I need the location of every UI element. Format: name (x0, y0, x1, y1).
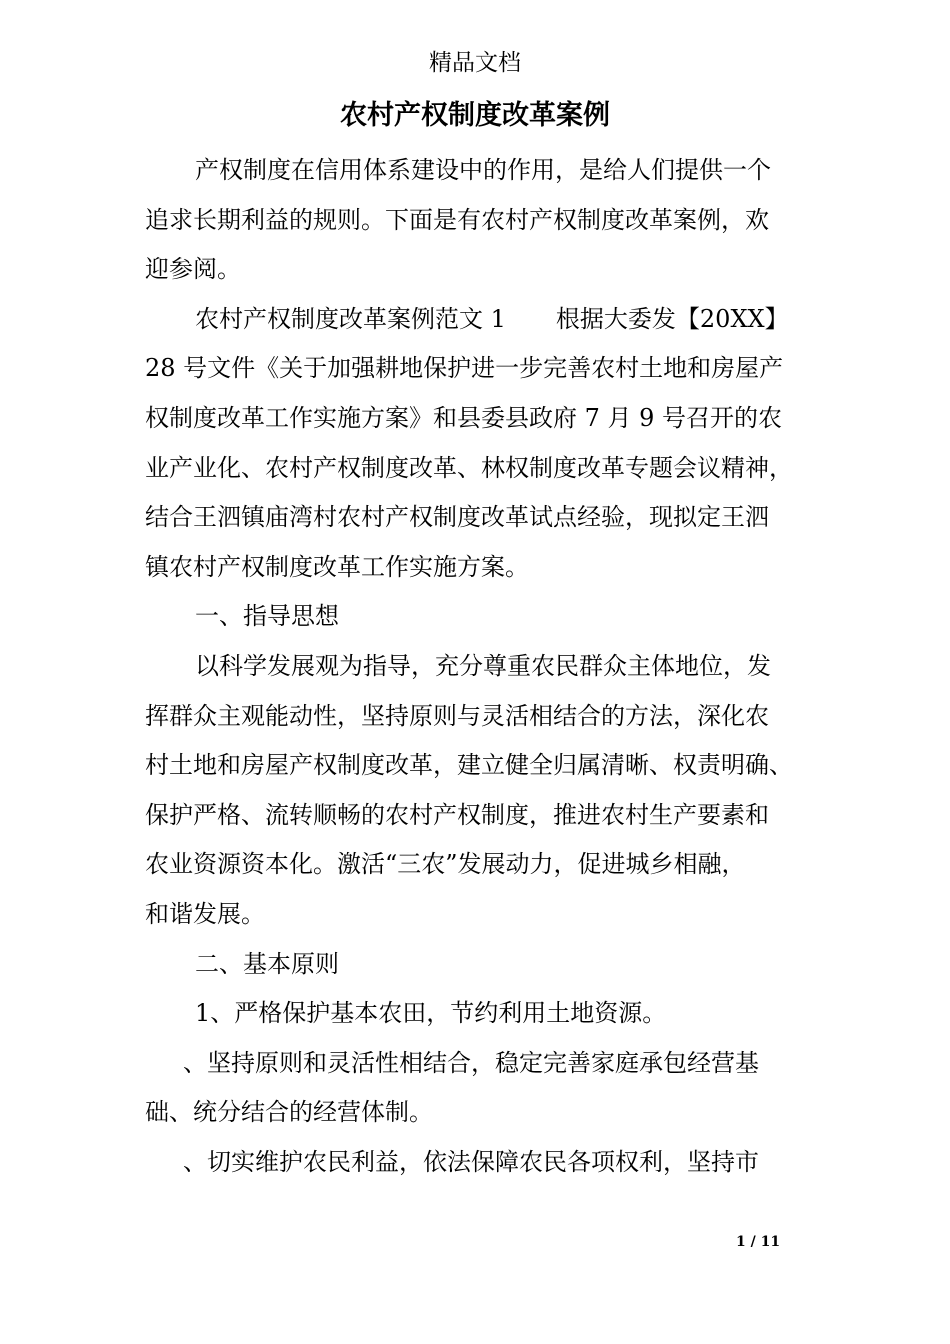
paragraph-line: 以科学发展观为指导，充分尊重农民群众主体地位，发 (195, 651, 771, 680)
paragraph-line: 和谐发展。 (145, 899, 265, 928)
paragraph-line: 镇农村产权制度改革工作实施方案。 (145, 552, 529, 581)
list-item: 1、严格保护基本农田，节约利用土地资源。 (195, 999, 667, 1028)
paragraph-line (145, 295, 807, 345)
paragraph-line: 追求长期利益的规则。下面是有农村产权制度改革案例，欢 (145, 205, 769, 234)
page-header: 精品文档 (429, 50, 521, 76)
page-number: 1 / 11 (736, 1234, 781, 1250)
list-item: 、切实维护农民利益，依法保障农民各项权利，坚持市 (183, 1147, 759, 1176)
paragraph-line: 农业资源资本化。激活“三农”发展动力，促进城乡相融， (145, 850, 746, 879)
sample-heading: 农村产权制度改革案例范文 1 (195, 304, 506, 333)
paragraph-line: 挥群众主观能动性，坚持原则与灵活相结合的方法，深化农 (145, 701, 769, 730)
paragraph-line: 权制度改革工作实施方案》和县委县政府 7 月 9 号召开的农 (145, 403, 783, 432)
document-body (145, 146, 807, 1187)
paragraph-line: 保护严格、流转顺畅的农村产权制度，推进农村生产要素和 (145, 800, 769, 829)
paragraph-line: 迎参阅。 (145, 255, 241, 284)
section-heading: 二、基本原则 (195, 949, 339, 978)
section-heading: 一、指导思想 (195, 602, 339, 631)
paragraph-line: 业产业化、农村产权制度改革、林权制度改革专题会议精神， (145, 453, 793, 482)
list-item: 、坚持原则和灵活性相结合，稳定完善家庭承包经营基 (183, 1048, 759, 1077)
document-title: 农村产权制度改革案例 (340, 100, 610, 131)
paragraph-line: 28 号文件《关于加强耕地保护进一步完善农村土地和房屋产 (145, 354, 784, 383)
paragraph-lead: 根据大委发【20XX】 (555, 304, 789, 333)
paragraph-line: 结合王泗镇庙湾村农村产权制度改革试点经验，现拟定王泗 (145, 503, 769, 532)
paragraph-line: 产权制度在信用体系建设中的作用，是给人们提供一个 (195, 156, 771, 184)
paragraph-line: 础、统分结合的经营体制。 (145, 1098, 433, 1127)
paragraph-line: 村土地和房屋产权制度改革，建立健全归属清晰、权责明确、 (145, 751, 793, 780)
